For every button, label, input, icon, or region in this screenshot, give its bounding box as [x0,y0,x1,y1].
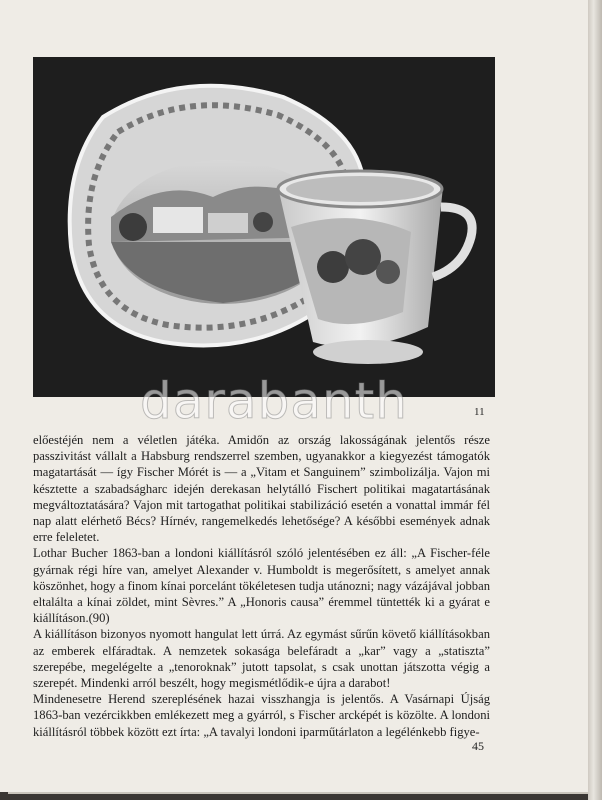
paragraph: Mindenesetre Herend szereplésének hazai visszhangja is jelentős. A Vasárnapi Újság 1863-ban vezércikkben emlékezett meg a gyárról, s Fischer arcképét is közölte. A londoni kiállításról többek között ezt írta: „A tavalyi londoni iparműtárlaton a legélénkebb figye- [33,692,490,739]
porcelain-photo [33,57,495,397]
cup-and-saucer-image [33,57,495,397]
page-number: 45 [472,739,484,753]
body-text [33,432,490,740]
paragraph: A kiállításon bizonyos nyomott hangulat lett úrrá. Az egymást sűrűn követő kiállításokban az emberek elfáradtak. A nemzetek sokasága belefáradt a „kar” vagy a „statiszta” szerepébe, megelégelte a „tenoroknak” jutott tapsolat, s csak unottan játszotta végig a szerepét. Mindenki arról beszélt, hogy megismétlődik-e újra a darabot! [33,627,490,691]
paragraph: előestéjén nem a véletlen játéka. Amidőn az ország lakosságának jelentős része passzivitást vállalt a Habsburg rendszerrel szemben, ugyanakkor a kiegyezést támogatók magatartását — így Fischer Mórét is — a „Vitam et Sanguinem” szimbolizálja. Vajon mi késztette a szabadságharc idején derekasan helytálló Fischert politikai magatartásának megváltoztatására? Vajon mit tartogathat politikai stabilizáció esetén a vonattal immár fél nap alatt elérhető Bécs? Hírnév, rangemelkedés lehetősége? A későbbi események adnak erre feleletet. [33,433,490,545]
figure-number: 11 [474,406,485,418]
book-edge [588,0,602,800]
watermark: darabanth [140,372,408,430]
paragraph: Lothar Bucher 1863-ban a londoni kiállításról szóló jelentésében ez áll: „A Fischer-féle gyárnak régi híre van, amelyet Alexander v. Humboldt is megerősített, s amelyet annak köszönhet, hogy a finom kínai porcelánt tökéletesen tudja utánozni; nagy vázájával jobban eltalálta a kínai zöldet, mint Sèvres.” A „Honoris causa” éremmel tüntették ki a gyárat e kiállításon.(90) [33,546,490,626]
